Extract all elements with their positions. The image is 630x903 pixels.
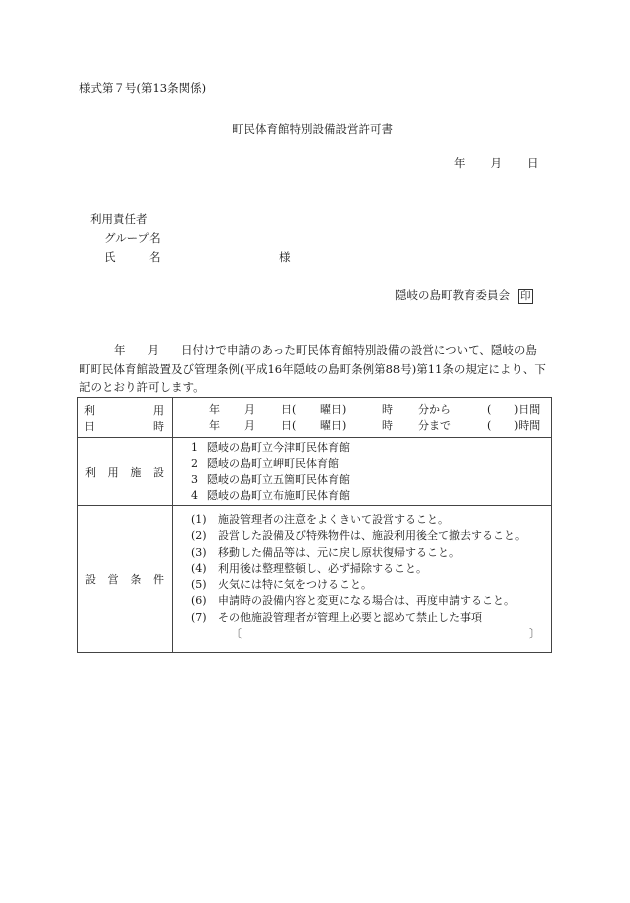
facilities-list	[173, 438, 552, 506]
facility-num: 2	[191, 456, 198, 470]
bracket-close: 〕	[529, 627, 540, 641]
bracket-open: 〔	[231, 627, 242, 641]
datetime-label-cell	[78, 398, 173, 438]
datetime-to-row	[209, 418, 551, 434]
to-year: 年	[209, 418, 220, 432]
facilities-label-char: 設	[152, 465, 164, 479]
condition-item	[191, 512, 551, 528]
from-year: 年	[209, 402, 220, 416]
condition-item	[191, 577, 551, 593]
from-day: 日(	[281, 402, 297, 416]
condition-num: (5)	[191, 578, 207, 592]
form-number: 様式第７号(第13条関係)	[79, 81, 207, 95]
condition-text: 申請時の設備内容と変更になる場合は、再度申請すること。	[218, 594, 515, 608]
facility-num: 1	[191, 440, 198, 454]
condition-item	[191, 610, 551, 626]
condition-num: (6)	[191, 594, 207, 608]
condition-num: (3)	[191, 545, 207, 559]
facility-num: 4	[191, 488, 198, 502]
condition-num: (7)	[191, 610, 207, 624]
date-day: 日	[527, 156, 539, 170]
condition-text: その他施設管理者が管理上必要と認めて禁止した事項	[218, 610, 482, 624]
facilities-row	[78, 438, 552, 506]
conditions-label-char: 営	[107, 573, 119, 587]
group-name-label: グループ名	[104, 231, 161, 245]
condition-num: (1)	[191, 513, 207, 526]
facility-item	[191, 472, 551, 488]
name-label-1: 氏	[104, 250, 116, 264]
conditions-label-cell	[78, 506, 173, 653]
seal-icon: 印	[520, 290, 531, 302]
document-title: 町民体育館特別設備設営許可書	[232, 122, 393, 136]
condition-text: 火気には特に気をつけること。	[218, 578, 372, 592]
body-year: 年	[114, 343, 126, 357]
issuer-name: 隠岐の島町教育委員会	[395, 288, 510, 302]
facility-name: 隠岐の島町立布施町民体育館	[207, 488, 350, 502]
condition-text: 移動した備品等は、元に戻し原状復帰すること。	[218, 545, 460, 559]
condition-item	[191, 528, 551, 544]
facility-name: 隠岐の島町立岬町民体育館	[207, 456, 339, 470]
condition-text: 利用後は整理整頓し、必ず掃除すること。	[218, 561, 427, 575]
dt-label-bl: 日	[84, 419, 95, 433]
facility-num: 3	[191, 472, 198, 486]
facilities-label-char: 施	[130, 465, 142, 479]
issuer	[395, 287, 533, 304]
datetime-values-cell	[173, 398, 552, 438]
body-line3: 記のとおり許可します。	[79, 380, 205, 394]
conditions-label-char: 設	[85, 573, 96, 587]
duration-hours: )時間	[514, 418, 541, 432]
to-hour: 時	[382, 418, 393, 432]
facilities-label-char: 用	[107, 465, 119, 479]
conditions-row	[78, 506, 552, 653]
from-weekday: 曜日)	[320, 402, 347, 416]
duration-days: )日間	[514, 402, 541, 416]
condition-item	[191, 545, 551, 561]
condition-text: 設営した設備及び特殊物件は、施設利用後全て撤去すること。	[218, 529, 526, 543]
from-minute: 分から	[418, 402, 451, 416]
condition-num: (4)	[191, 561, 207, 575]
permission-statement	[79, 341, 551, 397]
facility-item	[191, 488, 551, 504]
facility-item	[191, 456, 551, 472]
from-hour: 時	[382, 402, 393, 416]
from-paren: (	[487, 402, 492, 416]
datetime-from-row	[209, 402, 551, 418]
body-line2: 町町民体育館設置及び管理条例(平成16年隠岐の島町条例第88号)第11条の規定により、下	[79, 361, 546, 376]
datetime-row	[78, 398, 552, 438]
condition-text: 施設管理者の注意をよくきいて設営すること。	[218, 513, 449, 526]
issue-date	[454, 155, 539, 171]
body-month: 月	[147, 343, 159, 357]
facilities-label-cell	[78, 438, 173, 506]
facility-item	[191, 440, 551, 456]
condition-item	[191, 593, 551, 609]
facility-name: 隠岐の島町立今津町民体育館	[207, 440, 350, 454]
date-year: 年	[454, 156, 466, 170]
to-weekday: 曜日)	[320, 418, 347, 432]
dt-label-tl: 利	[84, 403, 95, 417]
from-month: 月	[244, 402, 255, 416]
conditions-label-char: 条	[130, 573, 142, 587]
to-paren: (	[487, 418, 492, 432]
facility-name: 隠岐の島町立五箇町民体育館	[207, 472, 350, 486]
date-month: 月	[490, 156, 502, 170]
applicant-role-label: 利用責任者	[90, 212, 148, 226]
to-month: 月	[244, 418, 255, 432]
other-conditions-bracket	[191, 626, 551, 642]
facilities-label-char: 利	[85, 465, 96, 479]
condition-num: (2)	[191, 529, 207, 543]
to-day: 日(	[281, 418, 297, 432]
dt-label-tr: 用	[153, 403, 164, 417]
honorific: 様	[279, 250, 291, 264]
to-minute: 分まで	[418, 418, 451, 432]
condition-item	[191, 561, 551, 577]
name-label-2: 名	[149, 250, 161, 264]
dt-label-br: 時	[153, 419, 164, 433]
permit-table	[77, 397, 552, 653]
body-line1: 日付けで申請のあった町民体育館特別設備の設営について、隠岐の島	[181, 343, 537, 357]
conditions-label-char: 件	[152, 573, 164, 587]
conditions-list	[173, 506, 552, 653]
